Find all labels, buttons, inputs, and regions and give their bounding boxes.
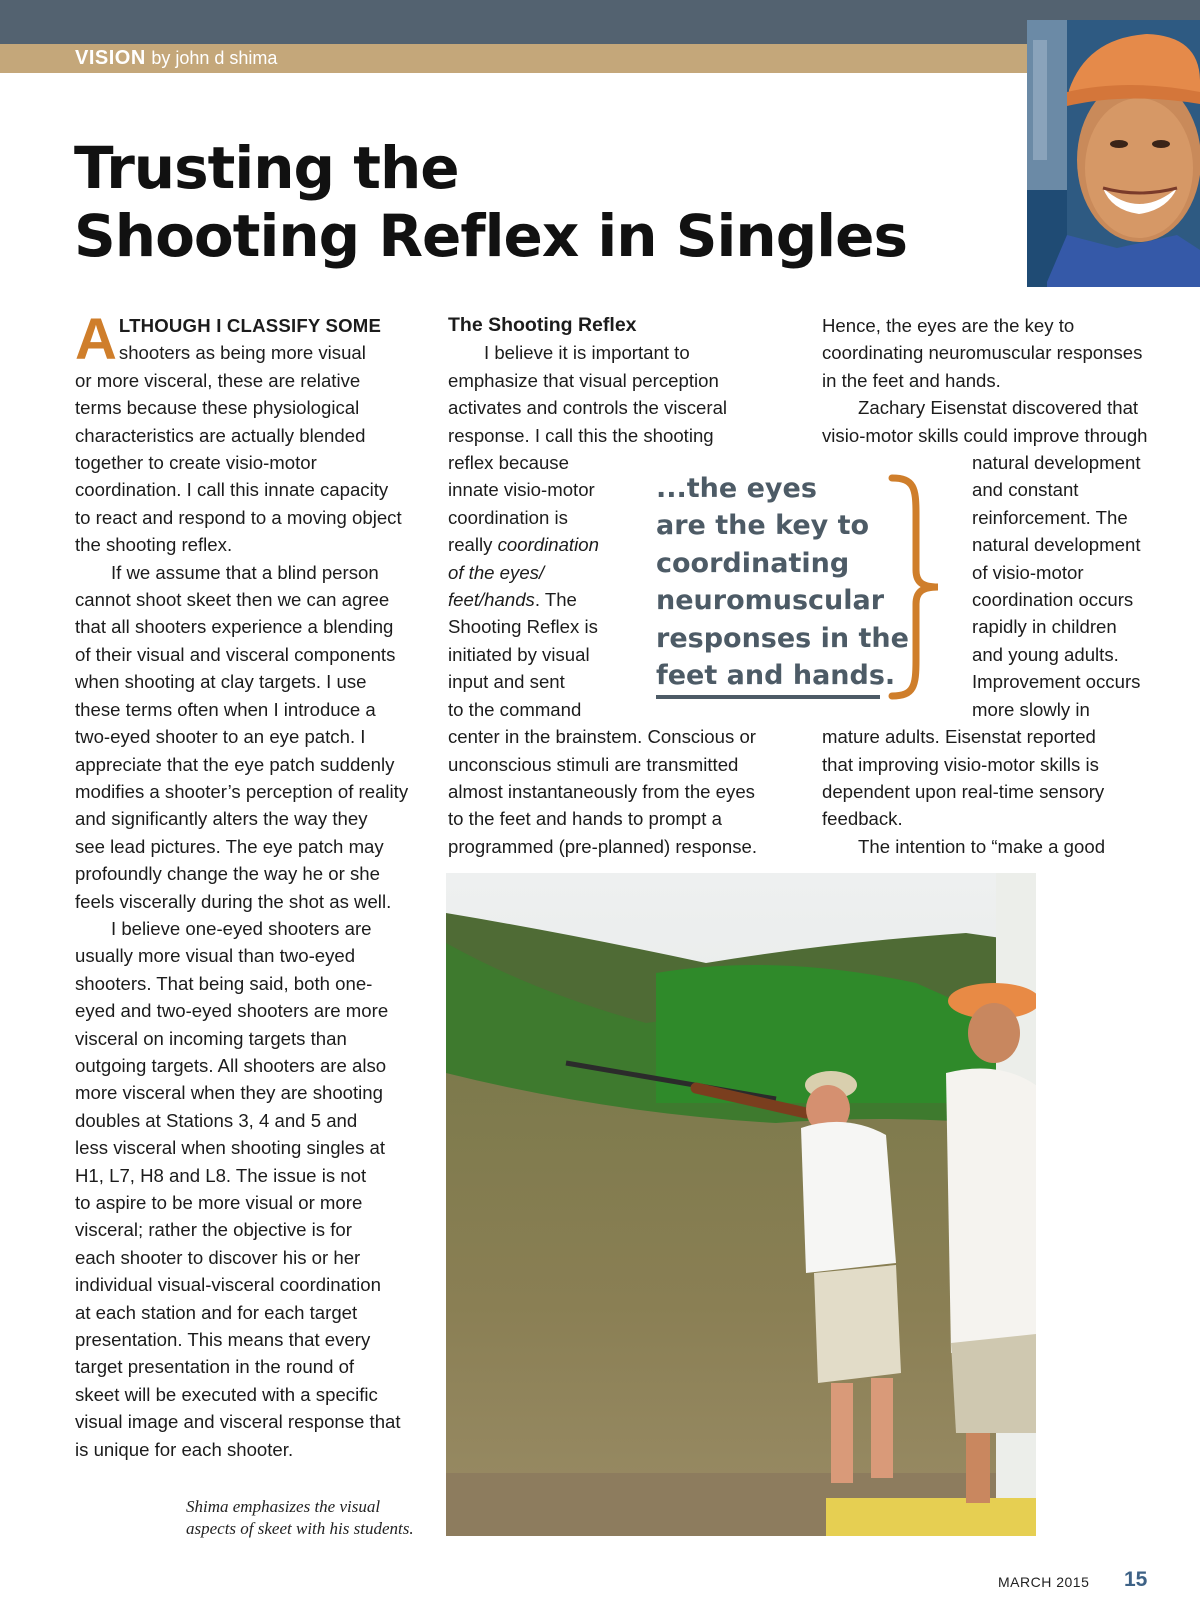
text-line: at each station and for each target (75, 1301, 358, 1323)
text-line: natural development (972, 534, 1141, 556)
caption-line: Shima emphasizes the visual (186, 1497, 381, 1516)
italic-run: of the eyes/ (448, 561, 545, 583)
text-line: dependent upon real-time sensory (822, 780, 1105, 802)
section-label (75, 46, 277, 70)
text-line: less visceral when shooting singles at (75, 1137, 386, 1159)
text-line: or more visceral, these are relative (75, 369, 361, 391)
text-line: characteristics are actually blended (75, 424, 366, 446)
text-line: and constant (972, 479, 1079, 501)
text-line: visceral; rather the objective is for (75, 1219, 352, 1241)
italic-run: feet/hands (448, 589, 535, 611)
text-line: and significantly alters the way they (75, 808, 368, 830)
text-line: when shooting at clay targets. I use (75, 671, 367, 693)
text-line: Improvement occurs (972, 671, 1141, 693)
text-line: that improving visio-motor skills is (822, 753, 1099, 775)
text-line: shooters as being more visual (118, 342, 366, 364)
text-line: Hence, the eyes are the key to (822, 315, 1075, 336)
text-line: appreciate that the eye patch suddenly (75, 753, 395, 775)
text-line: the shooting reflex. (75, 534, 233, 556)
text-line: cannot shoot skeet then we can agree (75, 589, 390, 611)
text-line: response. I call this the shooting (448, 424, 714, 446)
column-3 (822, 312, 1172, 860)
text-line: to the feet and hands to prompt a (448, 808, 722, 830)
text-line: visual image and visceral response that (75, 1411, 401, 1433)
pull-quote-line: are the key to (656, 510, 870, 542)
text-line: rapidly in children (972, 616, 1117, 638)
article-title (74, 134, 974, 270)
article-photo (446, 873, 1036, 1536)
text-line: usually more visual than two-eyed (75, 945, 356, 967)
text-line: more slowly in (972, 698, 1090, 720)
text-line: coordination is (448, 506, 568, 528)
italic-run: coordination (497, 534, 599, 556)
text-line: visio-motor skills could improve through (822, 424, 1148, 446)
text-line: in the feet and hands. (822, 369, 1001, 391)
text-line: I believe it is important to (484, 342, 690, 364)
text-line: Shooting Reflex is (448, 616, 598, 638)
text-line: of visio-motor (972, 561, 1084, 583)
text-line: The intention to “make a good (858, 835, 1106, 857)
text-line: shooters. That being said, both one- (75, 972, 373, 994)
pull-quote-line: feet and hands. (656, 660, 896, 692)
author-portrait-illustration (1027, 20, 1200, 287)
page-number: 15 (1124, 1568, 1148, 1591)
text-line: Zachary Eisenstat discovered that (858, 397, 1139, 419)
text-line: center in the brainstem. Conscious or (448, 726, 756, 748)
issue-date: MARCH 2015 (998, 1574, 1090, 1590)
pull-quote-line: responses in the (656, 622, 909, 654)
text-line: of their visual and visceral components (75, 643, 396, 665)
text-line: feels viscerally during the shot as well. (75, 890, 392, 912)
byline: by john d shima (151, 48, 278, 68)
pull-quote-line: coordinating (656, 547, 850, 579)
text-line: reflex because (448, 452, 569, 474)
text-line: almost instantaneously from the eyes (448, 780, 755, 802)
skeet-shooting-photo (446, 873, 1036, 1536)
opening-caps: LTHOUGH I CLASSIFY SOME (118, 315, 382, 336)
text-line: to the command (448, 698, 582, 720)
text-line: outgoing targets. All shooters are also (75, 1054, 387, 1076)
text-line: feedback. (822, 808, 903, 830)
text-line: I believe one-eyed shooters are (111, 917, 372, 939)
text-line: target presentation in the round of (75, 1356, 355, 1378)
text-line: If we assume that a blind person (111, 561, 379, 583)
text-line: to react and respond to a moving object (75, 506, 402, 528)
column-1 (75, 307, 425, 1463)
text-line: terms because these physiological (75, 397, 360, 419)
drop-cap: A (75, 307, 117, 372)
text-line: more visceral when they are shooting (75, 1082, 383, 1104)
text-line: unconscious stimuli are transmitted (448, 753, 739, 775)
text-line: these terms often when I introduce a (75, 698, 376, 720)
text-line: doubles at Stations 3, 4 and 5 and (75, 1109, 358, 1131)
section-name: VISION (75, 47, 146, 69)
text-line: is unique for each shooter. (75, 1438, 294, 1460)
text-line: input and sent (448, 671, 565, 693)
text-line: visceral on incoming targets than (75, 1027, 347, 1049)
top-color-bar (0, 0, 1200, 44)
title-line-2: Shooting Reflex in Singles (74, 202, 907, 270)
text-line: innate visio-motor (448, 479, 595, 501)
text-line: programmed (pre-planned) response. (448, 835, 758, 857)
text-line: natural development (972, 452, 1141, 474)
text-line: that all shooters experience a blending (75, 616, 394, 638)
text-line: and young adults. (972, 643, 1119, 665)
text-line: mature adults. Eisenstat reported (822, 726, 1096, 748)
text-line: see lead pictures. The eye patch may (75, 835, 384, 857)
title-line-1: Trusting the (74, 134, 459, 202)
pull-quote-line: neuromuscular (656, 585, 885, 617)
text-line: modifies a shooter’s perception of reality (75, 780, 409, 802)
text-line: coordination. I call this innate capacity (75, 479, 389, 501)
text-line: coordination occurs (972, 589, 1134, 611)
text-line: together to create visio-motor (75, 452, 317, 474)
text-run: . The (534, 589, 577, 611)
text-line: coordinating neuromuscular responses (822, 342, 1143, 364)
photo-caption (186, 1496, 426, 1540)
text-line: emphasize that visual perception (448, 369, 719, 391)
text-line: eyed and two-eyed shooters are more (75, 1000, 389, 1022)
text-line: each shooter to discover his or her (75, 1246, 361, 1268)
text-line: skeet will be executed with a specific (75, 1383, 378, 1405)
subhead-shooting-reflex: The Shooting Reflex (448, 314, 637, 336)
text-line: two-eyed shooter to an eye patch. I (75, 726, 366, 748)
text-run: really (448, 534, 493, 556)
text-line: to aspire to be more visual or more (75, 1192, 363, 1213)
text-line: presentation. This means that every (75, 1329, 371, 1351)
text-line: individual visual-visceral coordination (75, 1274, 381, 1296)
pull-quote-line: ...the eyes (656, 473, 817, 504)
text-line: activates and controls the visceral (448, 397, 728, 419)
author-portrait (1027, 20, 1200, 287)
text-line: reinforcement. The (972, 506, 1128, 528)
caption-line: aspects of skeet with his students. (186, 1519, 414, 1538)
text-line: initiated by visual (448, 643, 590, 665)
text-line: H1, L7, H8 and L8. The issue is not (75, 1164, 367, 1186)
text-line: profoundly change the way he or she (75, 863, 380, 885)
section-bar (0, 44, 1200, 73)
